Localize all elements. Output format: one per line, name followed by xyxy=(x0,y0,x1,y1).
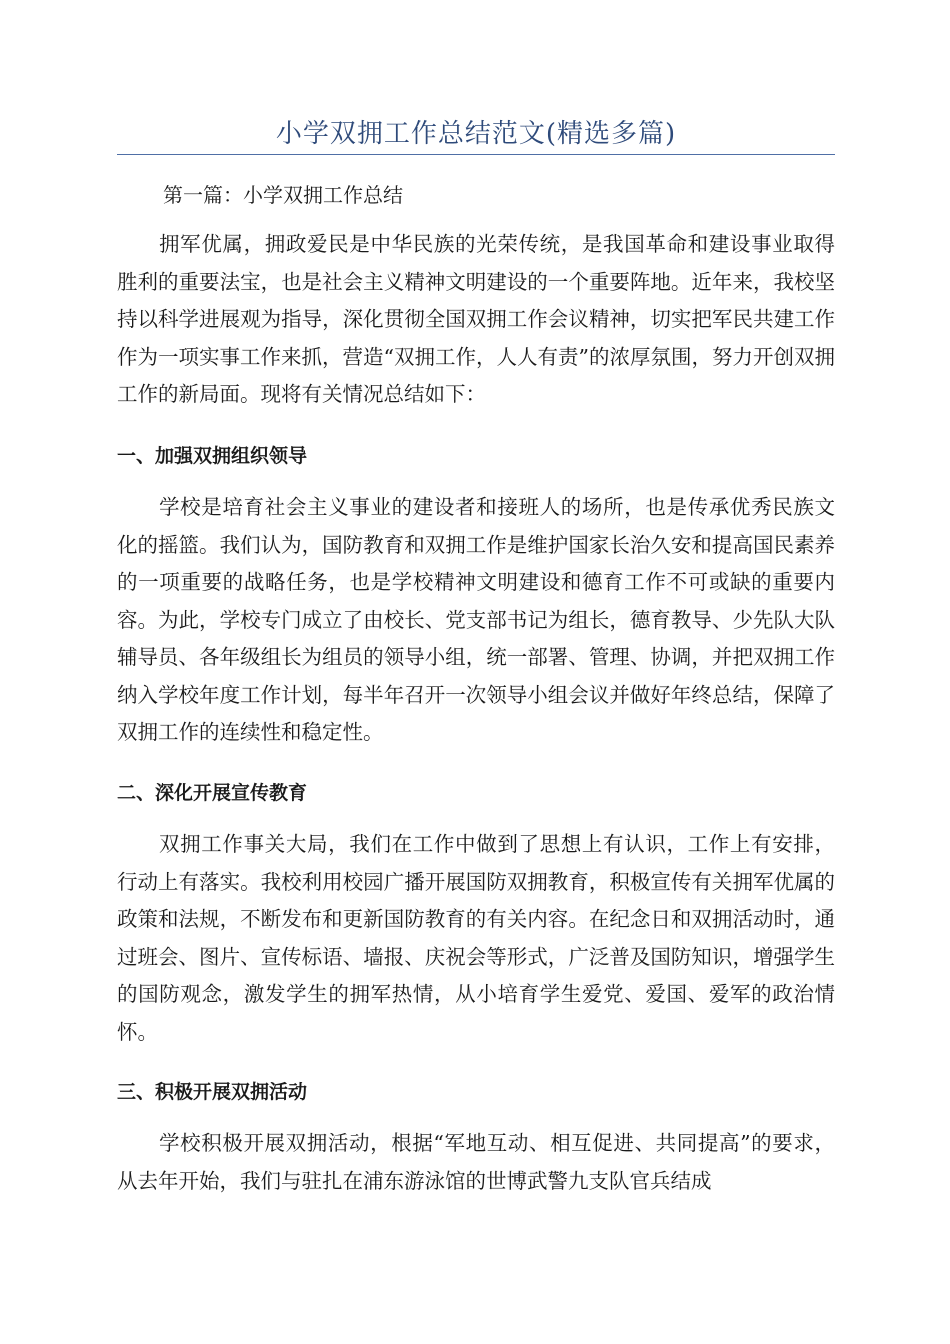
section-body-3: 学校积极开展双拥活动，根据“军地互动、相互促进、共同提高”的要求，从去年开始，我们与驻扎在浦东游泳馆的世博武警九支队官兵结成 xyxy=(117,1131,835,1193)
chapter-subtitle: 第一篇：小学双拥工作总结 xyxy=(163,183,403,207)
section-body-2: 双拥工作事关大局，我们在工作中做到了思想上有认识，工作上有安排，行动上有落实。我校利用校园广播开展国防双拥教育，积极宣传有关拥军优属的政策和法规，不断发布和更新国防教育的有关内容。在纪念日和双拥活动时，通过班会、图片、宣传标语、墙报、庆祝会等形式，广泛普及国防知识，增强学生的国防观念，激发学生的拥军热情，从小培育学生爱党、爱国、爱军的政治情怀。 xyxy=(117,832,835,1044)
section-heading-3: 三、积极开展双拥活动 xyxy=(117,1081,308,1103)
section-heading-2: 二、深化开展宣传教育 xyxy=(117,782,308,804)
section-body-1: 学校是培育社会主义事业的建设者和接班人的场所，也是传承优秀民族文化的摇篮。我们认为，国防教育和双拥工作是维护国家长治久安和提高国民素养的一项重要的战略任务，也是学校精神文明建设和德育工作不可或缺的重要内容。为此，学校专门成立了由校长、党支部书记为组长，德育教导、少先队大队辅导员、各年级组长为组员的领导小组，统一部署、管理、协调，并把双拥工作纳入学校年度工作计划，每半年召开一次领导小组会议并做好年终总结，保障了双拥工作的连续性和稳定性。 xyxy=(117,495,835,744)
document-title: 小学双拥工作总结范文(精选多篇) xyxy=(275,119,677,149)
title-underline xyxy=(117,154,835,155)
section-heading-1: 一、加强双拥组织领导 xyxy=(117,445,308,467)
intro-paragraph: 拥军优属，拥政爱民是中华民族的光荣传统，是我国革命和建设事业取得胜利的重要法宝，也是社会主义精神文明建设的一个重要阵地。近年来，我校坚持以科学进展观为指导，深化贯彻全国双拥工作会议精神，切实把军民共建工作作为一项实事工作来抓，营造“双拥工作，人人有责”的浓厚氛围，努力开创双拥工作的新局面。现将有关情况总结如下： xyxy=(117,232,835,406)
